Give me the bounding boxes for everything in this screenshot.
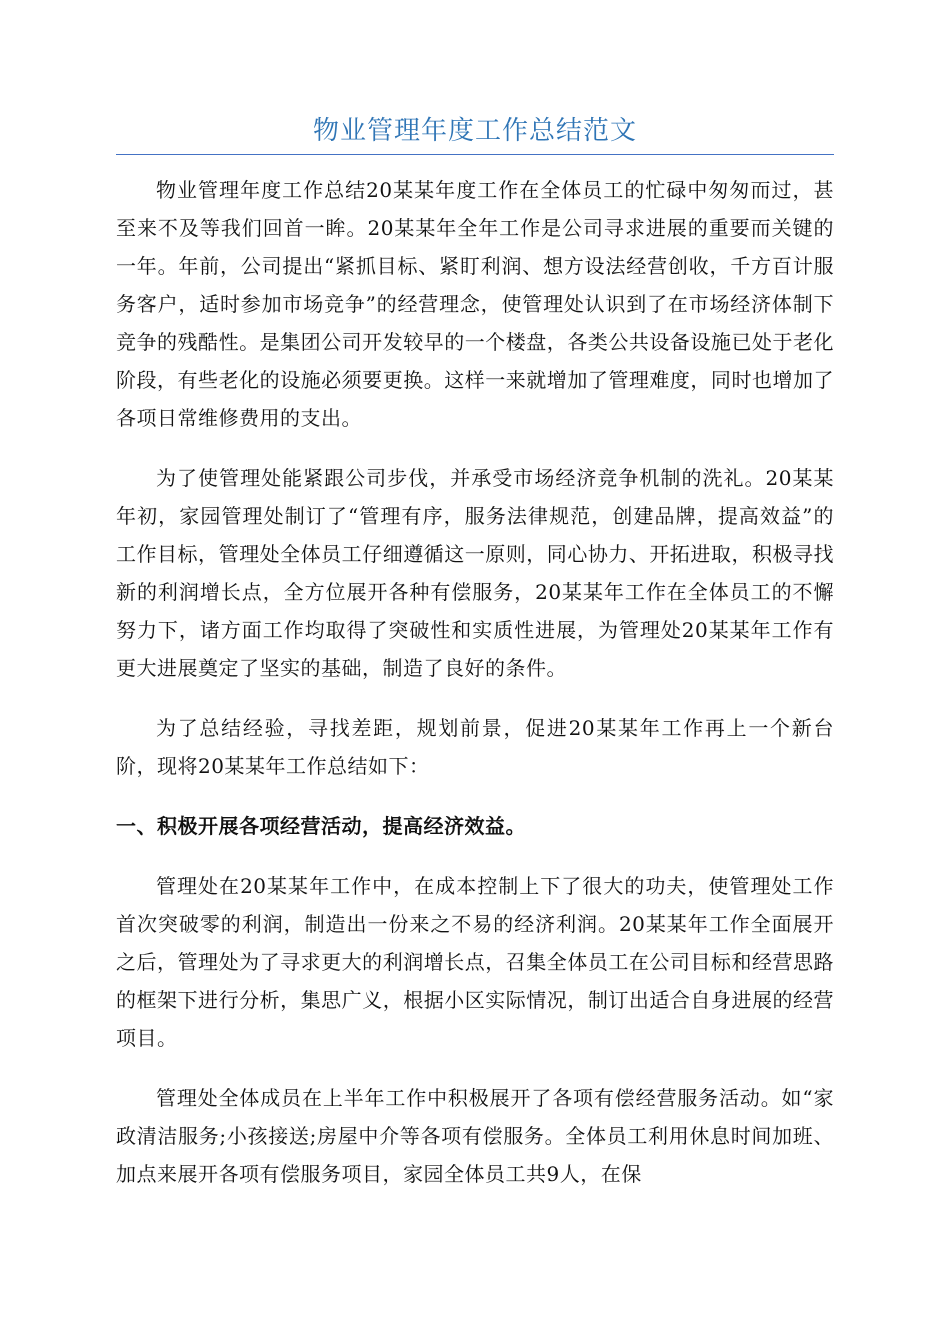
paragraph-summary-lead: 为了总结经验，寻找差距，规划前景，促进20某某年工作再上一个新台阶，现将20某某年工作总结如下： [116,716,834,778]
title-underline [116,154,834,155]
paragraph-cost-control: 管理处在20某某年工作中，在成本控制上下了很大的功夫，使管理处工作首次突破零的利润，制造出一份来之不易的经济利润。20某某年工作全面展开之后，管理处为了寻求更大的利润增长点，召集全体员工在公司目标和经营思路的框架下进行分析，集思广义，根据小区实际情况，制订出适合自身进展的经营项目。 [116,874,834,1050]
paragraph-intro: 物业管理年度工作总结20某某年度工作在全体员工的忙碌中匆匆而过，甚至来不及等我们回首一眸。20某某年全年工作是公司寻求进展的重要而关键的一年。年前，公司提出“紧抓目标、紧盯利润、想方设法经营创收，千方百计服务客户，适时参加市场竞争”的经营理念，使管理处认识到了在市场经济体制下竞争的残酷性。是集团公司开发较早的一个楼盘，各类公共设备设施已处于老化阶段，有些老化的设施必须要更换。这样一来就增加了管理难度，同时也增加了各项日常维修费用的支出。 [116,178,834,430]
section-heading: 一、积极开展各项经营活动，提高经济效益。 [116,814,526,838]
paragraph-goals: 为了使管理处能紧跟公司步伐，并承受市场经济竞争机制的洗礼。20某某年初，家园管理处制订了“管理有序，服务法律规范，创建品牌，提高效益”的工作目标，管理处全体员工仔细遵循这一原则，同心协力、开拓进取，积极寻找新的利润增长点，全方位展开各种有偿服务，20某某年工作在全体员工的不懈努力下，诸方面工作均取得了突破性和实质性进展，为管理处20某某年工作有更大进展奠定了坚实的基础，制造了良好的条件。 [116,466,834,680]
document-body [116,171,834,1215]
document-title: 物业管理年度工作总结范文 [312,116,637,146]
paragraph-paid-services: 管理处全体成员在上半年工作中积极展开了各项有偿经营服务活动。如“家政清洁服务;小孩接送;房屋中介等各项有偿服务。全体员工利用休息时间加班、加点来展开各项有偿服务项目，家园全体员工共9人，在保 [116,1086,834,1186]
